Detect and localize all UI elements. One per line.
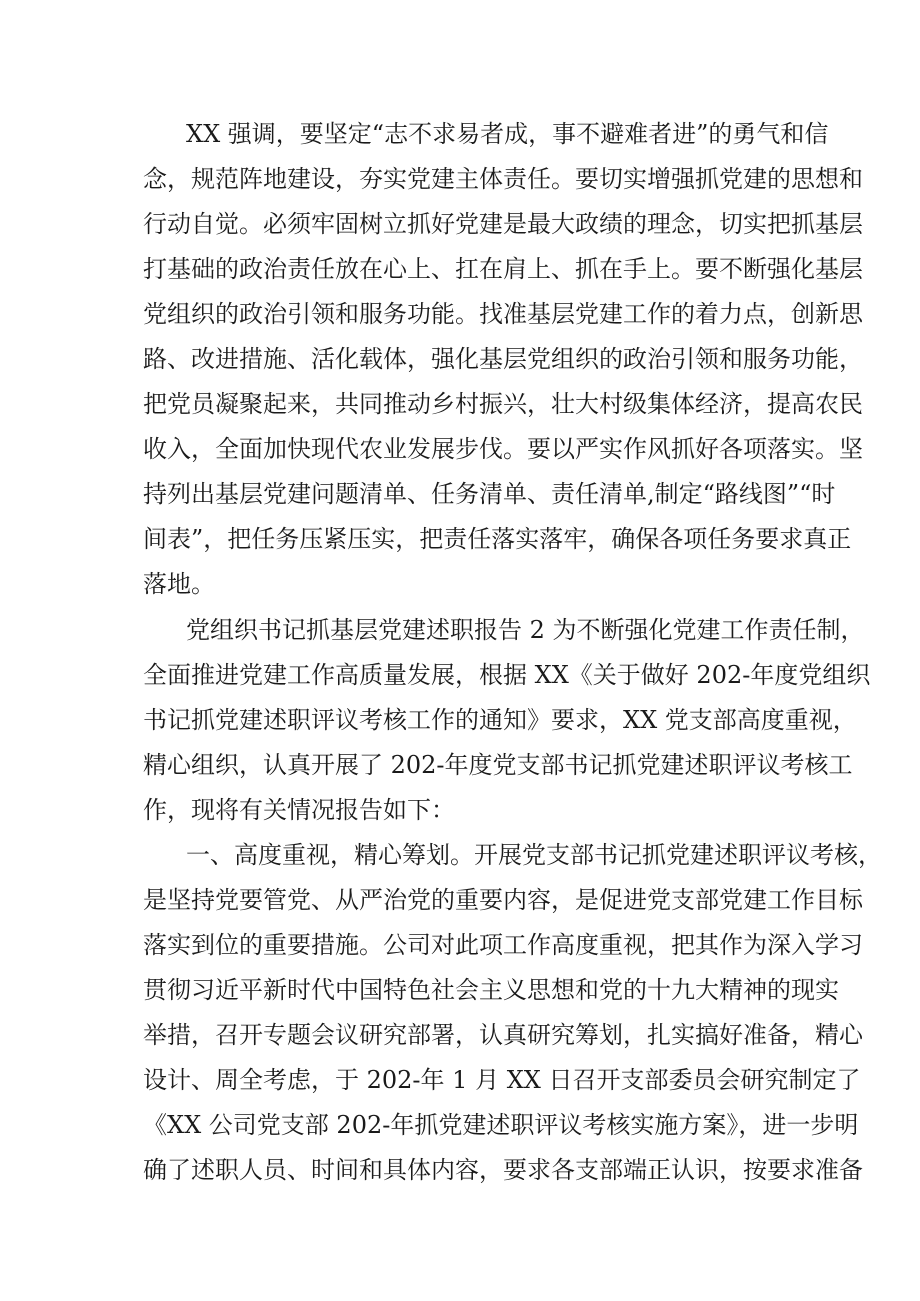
text-line: 设计、周全考虑，于 202-年 1 月 XX 日召开支部委员会研究制定了: [143, 1066, 861, 1094]
text-line: 落实到位的重要措施。公司对此项工作高度重视，把其作为深入学习: [143, 931, 863, 959]
text-line: 收入，全面加快现代农业发展步伐。要以严实作风抓好各项落实。坚: [143, 435, 863, 463]
text-line: 是坚持党要管党、从严治党的重要内容，是促进党支部党建工作目标: [143, 886, 863, 914]
text-line: 党组织的政治引领和服务功能。找准基层党建工作的着力点，创新思: [143, 300, 863, 328]
text-line: 精心组织，认真开展了 202-年度党支部书记抓党建述职评议考核工: [143, 751, 853, 779]
text-line: 举措，召开专题会议研究部署，认真研究筹划，扎实搞好准备，精心: [143, 1021, 863, 1049]
text-line: 路、改进措施、活化载体，强化基层党组织的政治引领和服务功能，: [143, 345, 863, 373]
text-line: 贯彻习近平新时代中国特色社会主义思想和党的十九大精神的现实: [143, 976, 839, 1004]
text-line: 打基础的政治责任放在心上、扛在肩上、抓在手上。要不断强化基层: [143, 255, 863, 283]
text-line: 间表”，把任务压紧压实，把责任落实落牢，确保各项任务要求真正: [143, 525, 852, 553]
text-line: 一、高度重视，精心筹划。开展党支部书记抓党建述职评议考核，: [186, 841, 882, 869]
text-line: 落地。: [143, 570, 215, 598]
text-line: 念，规范阵地建设，夯实党建主体责任。要切实增强抓党建的思想和: [143, 165, 863, 193]
text-line: XX 强调，要坚定“志不求易者成，事不避难者进”的勇气和信: [186, 120, 829, 148]
text-line: 持列出基层党建问题清单、任务清单、责任清单,制定“路线图”“时: [143, 480, 836, 508]
text-line: 作，现将有关情况报告如下：: [143, 796, 455, 824]
text-line: 确了述职人员、时间和具体内容，要求各支部端正认识，按要求准备: [143, 1156, 863, 1184]
text-line: 把党员凝聚起来，共同推动乡村振兴，壮大村级集体经济，提高农民: [143, 390, 863, 418]
text-line: 行动自觉。必须牢固树立抓好党建是最大政绩的理念，切实把抓基层: [143, 210, 863, 238]
text-line: 全面推进党建工作高质量发展，根据 XX《关于做好 202-年度党组织: [143, 661, 871, 689]
text-line: 党组织书记抓基层党建述职报告 2 为不断强化党建工作责任制，: [186, 616, 865, 644]
text-line: 书记抓党建述职评议考核工作的通知》要求，XX 党支部高度重视，: [143, 706, 857, 734]
text-line: 《XX 公司党支部 202-年抓党建述职评议考核实施方案》，进一步明: [143, 1111, 859, 1139]
